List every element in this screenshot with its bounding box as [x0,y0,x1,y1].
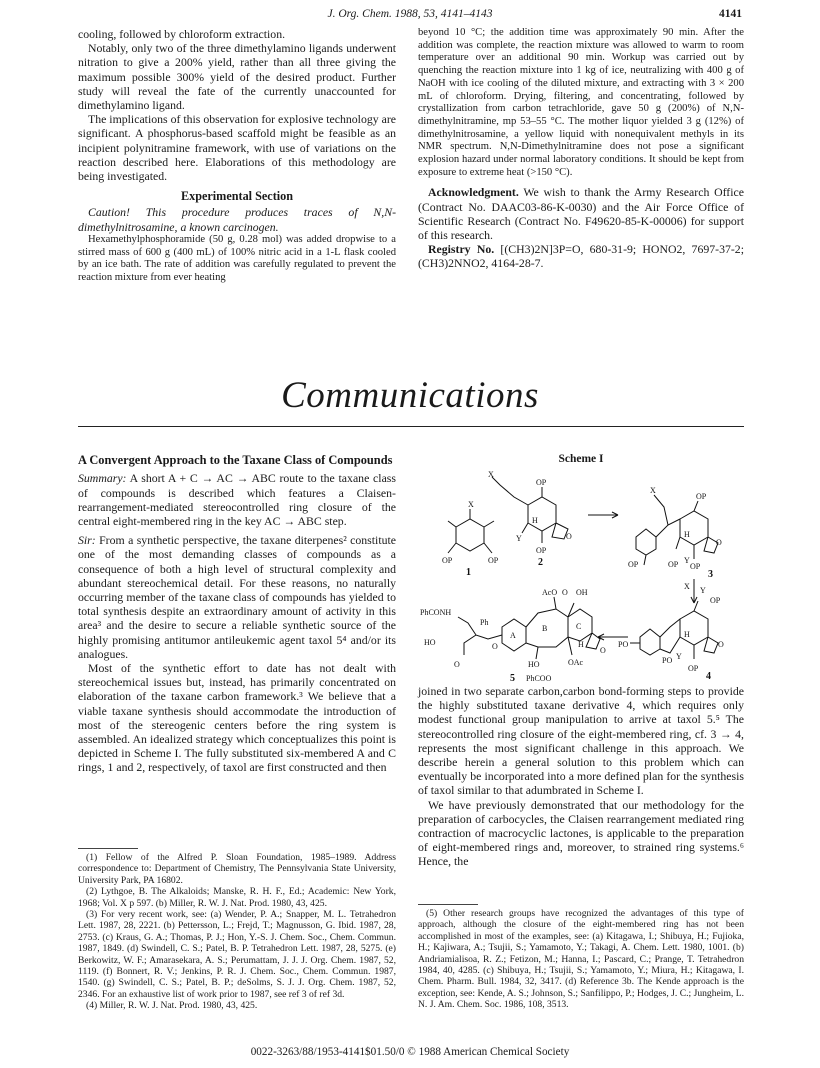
sir-paragraph [78,533,396,661]
article-title: A Convergent Approach to the Taxane Class of Compounds [78,453,393,467]
paragraph: We have previously demonstrated that our methodology for the preparation of carbocycles, the Claisen rearrangement mediated ring contraction of macrocyclic lactones, is applicable to the preparation of eight-membered rings and, moreover, to strained ring systems.⁶ Hence, the [418,797,744,869]
label-op: OP [536,478,547,487]
ring-c-label: C [576,622,582,631]
ack-label: Acknowledgment. [428,185,519,200]
footnotes-right [418,908,744,1011]
paragraph: joined in two separate carbon,carbon bond-forming steps to provide the highly substituted taxane derivative 4, which requires only modest functional group manipulation to arrive at taxol 5.⁵ The stereocontrolled ring closure of the eight-membered ring, cf. 3 → 4, represents the most significant challenge in this approach. We describe herein a general solution to this problem which can eventually be incorporated into a more defined plan for the synthesis of taxol similar to that adumbrated in Scheme I. [418,684,744,798]
label-oac: OAc [568,658,584,667]
scheme-title: Scheme I [558,453,604,465]
summary [78,471,396,528]
label-oh: OH [576,588,588,597]
journal-citation: J. Org. Chem. 1988, 53, 4141–4143 [327,8,493,20]
label-o: O [566,532,572,541]
ring-a-label: A [510,631,516,640]
label-ho: HO [424,638,436,647]
section-rule [78,426,744,427]
label-op: OP [710,596,721,605]
label-op: OP [536,546,547,555]
footnote: (5) Other research groups have recognized the advantages of this type of approach, although the closure of the eight-membered ring has not been accomplished in most of the examples, see: (a) Kitagawa, I.; Shibuya, H.; Fujioka, H.; Kajiwara, A.; Tsujii, S.; Yamamoto, Y.; Takagi, A. Chem. Lett. 1980, 1001. (b) Andriamialisoa, R. Z.; Fetizon, M.; Hanna, I.; Pascard, C.; Prange, T. Tetrahedron 1984, 40, 4285. (c) Shibuya, H.; Tsujii, S.; Yamamoto, Y.; Miura, H.; Kitagawa, I. Chem. Pharm. Bull. 1984, 32, 3417. (d) Reference 3b. The Kende approach is the exception, see: Kende, A. S.; Johnson, S.; Sanfilippo, P.; Hodges, J. C.; Jungheim, L. N. J. Am. Chem. Soc. 1986, 108, 3513. [418,908,744,1011]
paragraph: Most of the synthetic effort to date has not dealt with stereochemical issues but, instead, has primarily concentrated on elaboration of the taxane carbon framework.³ We believe that a viable taxane synthesis should accommodate the introduction of most of the stereogenic centers before the ring system is assembled. An idealized strategy which conceptualizes this point is depicted in Scheme I. The fully substituted six-membered A and C rings, 1 and 2, respectively, of taxol are first constructed and then [78,661,396,775]
label-op: OP [628,560,639,569]
compound-number: 4 [706,671,711,682]
registry-label: Registry No. [428,242,495,257]
scheme-figure [418,453,744,683]
label-o: O [562,588,568,597]
label-h: H [532,516,538,525]
label-x: X [684,582,690,591]
top-right-column [418,27,744,271]
compound-number: 5 [510,673,515,684]
label-y: Y [684,556,690,565]
paragraph: cooling, followed by chloroform extraction. [78,27,286,41]
label-ph: Ph [480,618,489,627]
compound-number: 2 [538,557,543,568]
top-left-column [78,27,396,285]
label-h: H [684,530,690,539]
label-op: OP [696,492,707,501]
section-title: Communications [281,375,539,416]
sir-label: Sir: [78,533,96,548]
caution-note: Caution! This procedure produces traces of N,N-dimethylnitrosamine, a known carcinogen. [78,205,396,234]
summary-text: A short A + C → AC → ABC route to the taxane class of compounds is described which features a Claisen-rearrangement-mediated stereocontrolled ring closure of the central eight-membered ring in the key AC → ABC step. [78,471,396,529]
ack-text: We wish to thank the Army Research Office (Contract No. DAAC03-86-K-0030) and the Air Force Office of Scientific Research (Contract No. F49620-85-K-00006) for support of this research. [418,185,744,243]
page-number: 4141 [719,8,742,20]
footnote-rule [418,904,478,905]
compound-number: 1 [466,567,471,578]
label-op: OP [668,560,679,569]
footnote: (1) Fellow of the Alfred P. Sloan Foundation, 1985–1989. Address correspondence to: Department of Chemistry, The Pennsylvania State University, University Park, PA 16802. [78,852,396,886]
article-right-column [418,684,744,869]
registry-numbers [418,242,744,270]
scheme-drawing [418,467,744,685]
experimental-heading: Experimental Section [180,189,294,204]
label-y: Y [676,652,682,661]
label-op: OP [690,562,701,571]
label-aco: AcO [542,588,558,597]
paragraph: The implications of this observation for explosive technology are significant. A phosphorus-based scaffold might be feasible as an incipient polynitramine framework, with use of variations on the reaction described here. Elaborations of this methodology are being investigated. [78,112,396,184]
label-o: O [600,646,606,655]
paragraph: Hexamethylphosphoramide (50 g, 0.28 mol) was added dropwise to a stirred mass of 600 g (400 mL) of 100% nitric acid in a 1-L flask cooled by an ice bath. The rate of addition was carefully regulated to prevent the reaction mixture from ever heating [78,233,396,283]
label-o: O [492,642,498,651]
footnote: (4) Miller, R. W. J. Nat. Prod. 1980, 43, 425. [86,1000,258,1012]
page-header [78,8,742,24]
label-op: OP [688,664,699,673]
label-o: O [454,660,460,669]
acknowledgment [418,185,744,242]
label-x: X [488,470,494,479]
footnotes-left [78,852,396,1012]
label-phconh: PhCONH [420,608,452,617]
label-y: Y [700,586,706,595]
compound-number: 3 [708,569,713,580]
label-h: H [684,630,690,639]
label-po: PO [662,656,673,665]
footnote: (2) Lythgoe, B. The Alkaloids; Manske, R. H. F., Ed.; Academic: New York, 1968; Vol. X p 597. (b) Miller, R. W. J. Nat. Prod. 1980, 43, 425. [78,886,396,909]
label-phcoo: PhCOO [526,674,552,683]
page-footer: 0022-3263/88/1953-4141$01.50/0 © 1988 American Chemical Society [250,1046,570,1058]
footnote: (3) For very recent work, see: (a) Wender, P. A.; Snapper, M. L. Tetrahedron Lett. 1987, 28, 2221. (b) Pettersson, L.; Frejd, T.; Magnusson, G. Ibid. 1987, 28, 2753. (c) Kraus, G. A.; Thomas, P. J.; Hon, Y.-S. J. Chem. Soc., Chem. Commun. 1987, 1849. (d) Swindell, C. S.; Patel, B. P. Tetrahedron Lett. 1987, 28, 5275. (e) Berkowitz, W. F.; Amarasekara, A. S.; Perumattam, J. J. J. Org. Chem. 1987, 52, 1119. (f) Bonnert, R. V.; Jenkins, P. R. J. Chem. Soc., Chem. Commun. 1987, 1540. (g) Swindell, C. S.; Patel, B. P.; deSolms, S. J. J. Org. Chem. 1987, 52, 2346. For an exhaustive list of work prior to 1987, see ref 3 of ref 3d. [78,909,396,1000]
label-x: X [650,486,656,495]
label-o: O [716,538,722,547]
paragraph: beyond 10 °C; the addition time was approximately 90 min. After the addition was complete, the reaction mixture was allowed to warm to room temperature over an additional 90 min. Workup was carried out by quenching the reaction mixture into 1 kg of ice, neutralizing with 400 g of NaOH with ice cooling of the diluted mixture, and extracting with 3 × 200 mL of chloroform. Drying, filtering, and concentrating, followed by crystallization from carbon tetrachloride, gave 50 g (200%) of N,N-dimethylnitramine, mp 53–55 °C. The mother liquor yielded 3 g (12%) of dimethylnitrosamine, a yellow liquid with nonequivalent methyls in its NMR spectrum. N,N-Dimethylnitramine does not pose a significant explosion hazard under normal laboratory conditions. It should be kept from exposure to extreme heat (>150 °C). [418,27,744,178]
label-ho: HO [528,660,540,669]
label-x: X [468,500,474,509]
sir-text: From a synthetic perspective, the taxane diterpenes² constitute one of the most demanding classes of compounds as a consequence of both a high level of structural complexity and abundant stereochemical detail. For these reasons, no naturally occurring member of the taxane class of compounds has yielded to total synthesis despite an extraordinary amount of activity in this area³ and the desire to secure a reliable synthetic source of the highly promising antitumor antileukemic agent taxol 5⁴ and/or its analogues. [78,533,397,661]
label-op: OP [442,556,453,565]
label-o: O [718,640,724,649]
footnote-rule [78,848,138,849]
registry-text: [(CH3)2N]3P=O, 680-31-9; HONO2, 7697-37-2; (CH3)2NNO2, 4164-28-7. [418,242,744,271]
label-po: PO [618,640,629,649]
article-left-column [78,453,396,775]
label-h: H [578,640,584,649]
paragraph: Notably, only two of the three dimethylamino ligands underwent nitration to give a 200% yield, rather than all three giving the maximum possible 300% yield of the desired product. Further study will reveal the fate of the currently unaccounted for dimethylamino ligand. [78,41,396,113]
label-y: Y [516,534,522,543]
summary-label: Summary: [78,471,127,486]
ring-b-label: B [542,624,548,633]
label-op: OP [488,556,499,565]
